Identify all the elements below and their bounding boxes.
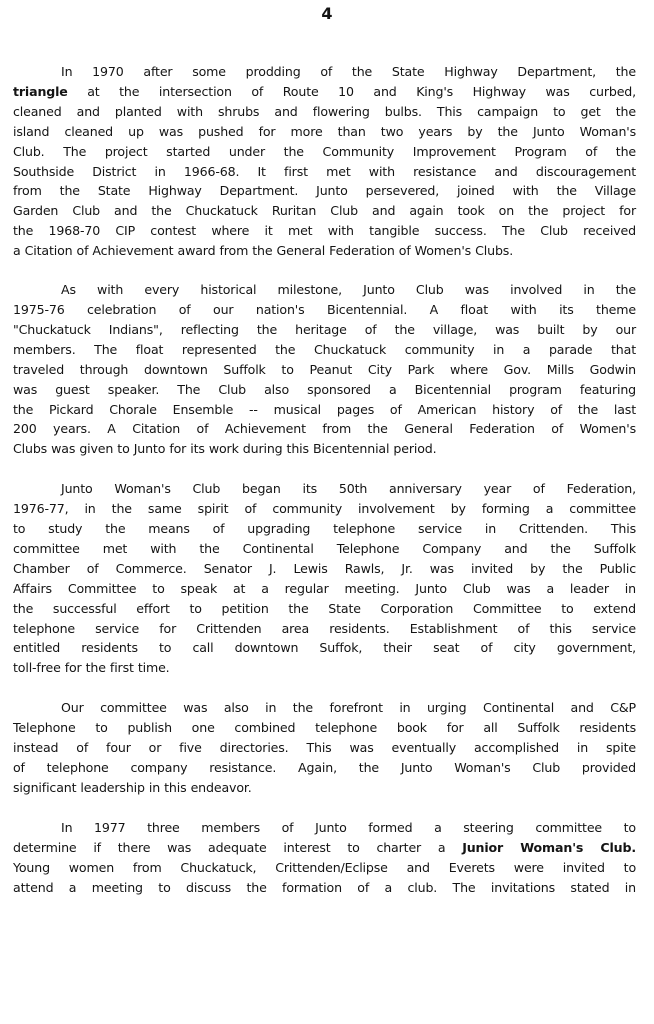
text-segment: Telephone to publish one combined telephone book for all Suffolk residents — [13, 720, 636, 736]
text-line — [13, 559, 636, 579]
text-line — [13, 619, 636, 639]
page-number: 4 — [321, 4, 333, 23]
text-segment: Affairs Committee to speak at a regular meeting. Junto Club was a leader in — [13, 580, 636, 596]
text-segment: instead of four or five directories. This was eventually accomplished in spite — [13, 740, 636, 756]
paragraph-triangle-project — [13, 62, 636, 261]
text-line — [13, 62, 636, 82]
text-segment: island cleaned up was pushed for more than two years by the Junto Woman's — [13, 123, 636, 139]
text-line — [13, 201, 636, 221]
text-line — [13, 82, 636, 102]
text-line — [13, 122, 636, 142]
text-segment: Club. The project started under the Community Improvement Program of the — [13, 143, 636, 159]
text-line — [13, 658, 636, 678]
text-segment: committee met with the Continental Telephone Company and the Suffolk — [13, 540, 636, 556]
text-segment: 1976-77, in the same spirit of community involvement by forming a committee — [13, 501, 636, 517]
text-segment: attend a meeting to discuss the formation of a club. The invitations stated in — [13, 879, 636, 895]
text-line — [13, 599, 636, 619]
text-line — [13, 221, 636, 241]
text-segment: Young women from Chuckatuck, Crittenden/Eclipse and Everets were invited to — [13, 859, 636, 875]
text-segment: 200 years. A Citation of Achievement from the General Federation of Women's — [13, 421, 636, 437]
paragraph-telephone-service — [13, 479, 636, 678]
text-segment: significant leadership in this endeavor. — [13, 779, 252, 795]
text-segment: members. The float represented the Chuckatuck community in a parade that — [13, 341, 636, 357]
text-line — [13, 838, 636, 858]
text-segment: Garden Club and the Chuckatuck Ruritan Club and again took on the project for — [13, 203, 636, 219]
text-line — [13, 320, 636, 340]
bold-text: triangle — [13, 83, 68, 99]
text-segment: determine if there was adequate interest to charter a — [13, 839, 463, 855]
text-line — [13, 280, 636, 300]
text-segment: Junto Woman's Club began its 50th anniversary year of Federation, — [61, 481, 636, 497]
text-line — [13, 181, 636, 201]
text-line — [13, 738, 636, 758]
text-line — [13, 718, 636, 738]
bold-text: Junior Woman's Club. — [462, 839, 636, 855]
text-line — [13, 479, 636, 499]
text-segment: Chamber of Commerce. Senator J. Lewis Rawls, Jr. was invited by the Public — [13, 560, 636, 576]
text-segment: 1975-76 celebration of our nation's Bicentennial. A float with its theme — [13, 301, 636, 317]
text-segment: Our committee was also in the forefront in urging Continental and C&P — [61, 700, 636, 716]
text-line — [13, 102, 636, 122]
text-line — [13, 439, 636, 459]
text-line — [13, 818, 636, 838]
text-line — [13, 539, 636, 559]
text-line — [13, 400, 636, 420]
text-segment: a Citation of Achievement award from the General Federation of Women's Clubs. — [13, 243, 514, 259]
text-segment: of telephone company resistance. Again, the Junto Woman's Club provided — [13, 760, 636, 775]
text-line — [13, 380, 636, 400]
text-line — [13, 162, 636, 182]
text-segment: from the State Highway Department. Junto persevered, joined with the Village — [13, 183, 636, 199]
text-line — [13, 858, 636, 878]
text-segment: the Pickard Chorale Ensemble -- musical pages of American history of the last — [13, 401, 636, 417]
text-segment: toll-free for the first time. — [13, 660, 170, 676]
text-line — [13, 698, 636, 718]
text-segment: entitled residents to call downtown Suffok, their seat of city government, — [13, 640, 636, 656]
text-segment: was guest speaker. The Club also sponsored a Bicentennial program featuring — [13, 381, 636, 397]
text-line — [13, 778, 636, 798]
text-segment: In 1970 after some prodding of the State Highway Department, the — [61, 64, 636, 79]
text-line — [13, 579, 636, 599]
text-line — [13, 142, 636, 162]
text-line — [13, 300, 636, 320]
text-segment: cleaned and planted with shrubs and flowering bulbs. This campaign to get the — [13, 103, 636, 119]
text-segment: As with every historical milestone, Junto Club was involved in the — [61, 282, 636, 298]
text-line — [13, 758, 636, 778]
text-line — [13, 638, 636, 658]
text-line — [13, 360, 636, 380]
text-segment: at the intersection of Route 10 and King's Highway was curbed, — [67, 83, 636, 99]
text-line — [13, 519, 636, 539]
text-segment: telephone service for Crittenden area residents. Establishment of this service — [13, 620, 636, 636]
text-segment: "Chuckatuck Indians", reflecting the heritage of the village, was built by our — [13, 321, 636, 337]
paragraph-junior-womans-club — [13, 818, 636, 898]
text-segment: the successful effort to petition the State Corporation Committee to extend — [13, 600, 636, 616]
text-line — [13, 340, 636, 360]
text-line — [13, 499, 636, 519]
paragraph-telephone-directory — [13, 698, 636, 798]
text-line — [13, 241, 636, 261]
text-segment: In 1977 three members of Junto formed a steering committee to — [61, 819, 636, 835]
text-line — [13, 878, 636, 898]
paragraph-bicentennial — [13, 280, 636, 459]
text-segment: to study the means of upgrading telephone service in Crittenden. This — [13, 521, 636, 537]
text-segment: Southside District in 1966-68. It first met with resistance and discouragement — [13, 163, 636, 179]
text-segment: traveled through downtown Suffolk to Peanut City Park where Gov. Mills Godwin — [13, 361, 636, 377]
text-line — [13, 419, 636, 439]
text-segment: Clubs was given to Junto for its work during this Bicentennial period. — [13, 441, 437, 457]
text-segment: the 1968-70 CIP contest where it met with tangible success. The Club received — [13, 223, 636, 239]
